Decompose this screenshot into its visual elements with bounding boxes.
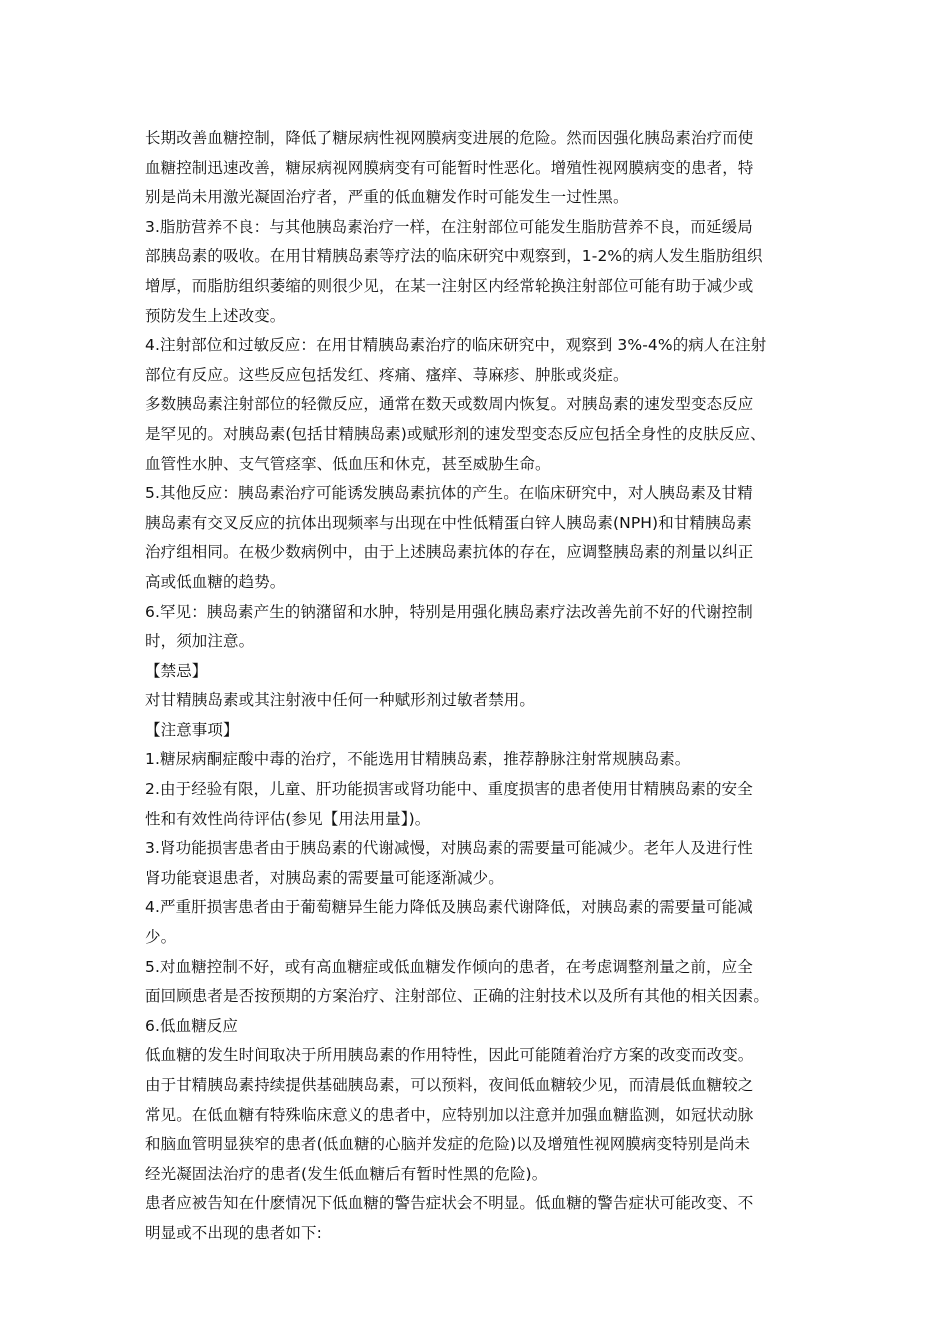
text-line: 性和有效性尚待评估(参见【用法用量】)。 bbox=[145, 809, 431, 828]
text-line: 和脑血管明显狭窄的患者(低血糖的心脑并发症的危险)以及增殖性视网膜病变特别是尚未 bbox=[145, 1135, 751, 1154]
text-line: 胰岛素有交叉反应的抗体出现频率与出现在中性低精蛋白锌人胰岛素(NPH)和甘精胰岛素 bbox=[145, 513, 752, 532]
text-line: 4.严重肝损害患者由于葡萄糖异生能力降低及胰岛素代谢降低，对胰岛素的需要量可能减 bbox=[145, 898, 753, 917]
text-line: 血糖控制迅速改善，糖尿病视网膜病变有可能暂时性恶化。增殖性视网膜病变的患者，特 bbox=[145, 158, 754, 177]
text-line: 是罕见的。对胰岛素(包括甘精胰岛素)或赋形剂的速发型变态反应包括全身性的皮肤反应、 bbox=[145, 424, 766, 443]
text-line: 由于甘精胰岛素持续提供基础胰岛素，可以预料，夜间低血糖较少见，而清晨低血糖较之 bbox=[145, 1076, 754, 1094]
text-line: 3.脂肪营养不良：与其他胰岛素治疗一样，在注射部位可能发生脂肪营养不良，而延缓局 bbox=[145, 217, 753, 236]
text-line: 对甘精胰岛素或其注射液中任何一种赋形剂过敏者禁用。 bbox=[145, 691, 536, 710]
text-line: 增厚，而脂肪组织萎缩的则很少见，在某一注射区内经常轮换注射部位可能有助于减少或 bbox=[145, 276, 754, 295]
text-line: 经光凝固法治疗的患者(发生低血糖后有暂时性黑的危险)。 bbox=[145, 1164, 548, 1183]
text-line: 治疗组相同。在极少数病例中，由于上述胰岛素抗体的存在，应调整胰岛素的剂量以纠正 bbox=[145, 543, 754, 562]
text-line: 时，须加注意。 bbox=[145, 632, 255, 651]
text-line: 1.糖尿病酮症酸中毒的治疗，不能选用甘精胰岛素，推荐静脉注射常规胰岛素。 bbox=[145, 750, 691, 769]
text-line: 3.肾功能损害患者由于胰岛素的代谢减慢，对胰岛素的需要量可能减少。老年人及进行性 bbox=[145, 839, 753, 858]
text-line: 预防发生上述改变。 bbox=[145, 306, 286, 325]
text-line: 6.低血糖反应 bbox=[145, 1016, 238, 1035]
text-line: 别是尚未用激光凝固治疗者，严重的低血糖发作时可能发生一过性黑。 bbox=[145, 188, 629, 207]
section-heading: 【注意事项】 bbox=[145, 720, 239, 739]
text-line: 4.注射部位和过敏反应：在用甘精胰岛素治疗的临床研究中，观察到 3%-4%的病人在注射 bbox=[145, 336, 767, 355]
section-heading: 【禁忌】 bbox=[145, 661, 208, 680]
text-line: 5.其他反应：胰岛素治疗可能诱发胰岛素抗体的产生。在临床研究中，对人胰岛素及甘精 bbox=[145, 484, 753, 503]
text-line: 部胰岛素的吸收。在用甘精胰岛素等疗法的临床研究中观察到，1-2%的病人发生脂肪组织 bbox=[145, 247, 763, 266]
text-line: 6.罕见：胰岛素产生的钠潴留和水肿，特别是用强化胰岛素疗法改善先前不好的代谢控制 bbox=[145, 602, 753, 621]
text-line: 肾功能衰退患者，对胰岛素的需要量可能逐渐减少。 bbox=[145, 868, 504, 887]
text-line: 长期改善血糖控制，降低了糖尿病性视网膜病变进展的危险。然而因强化胰岛素治疗而使 bbox=[145, 129, 754, 147]
text-line: 多数胰岛素注射部位的轻微反应，通常在数天或数周内恢复。对胰岛素的速发型变态反应 bbox=[145, 395, 754, 414]
text-line: 低血糖的发生时间取决于所用胰岛素的作用特性，因此可能随着治疗方案的改变而改变。 bbox=[145, 1046, 754, 1065]
text-line: 常见。在低血糖有特殊临床意义的患者中，应特别加以注意并加强血糖监测，如冠状动脉 bbox=[145, 1105, 754, 1124]
text-line: 5.对血糖控制不好，或有高血糖症或低血糖发作倾向的患者，在考虑调整剂量之前，应全 bbox=[145, 957, 753, 976]
text-line: 明显或不出现的患者如下: bbox=[145, 1223, 322, 1242]
text-line: 面回顾患者是否按预期的方案治疗、注射部位、正确的注射技术以及所有其他的相关因素。 bbox=[145, 987, 770, 1006]
text-line: 血管性水肿、支气管痉挛、低血压和休克，甚至威胁生命。 bbox=[145, 454, 551, 473]
document-body bbox=[145, 124, 813, 1249]
text-line: 部位有反应。这些反应包括发红、疼痛、瘙痒、荨麻疹、肿胀或炎症。 bbox=[145, 365, 629, 384]
text-line: 少。 bbox=[145, 928, 177, 947]
text-line: 2.由于经验有限，儿童、肝功能损害或肾功能中、重度损害的患者使用甘精胰岛素的安全 bbox=[145, 780, 753, 799]
text-line: 患者应被告知在什麽情况下低血糖的警告症状会不明显。低血糖的警告症状可能改变、不 bbox=[145, 1194, 754, 1213]
text-line: 高或低血糖的趋势。 bbox=[145, 572, 286, 591]
